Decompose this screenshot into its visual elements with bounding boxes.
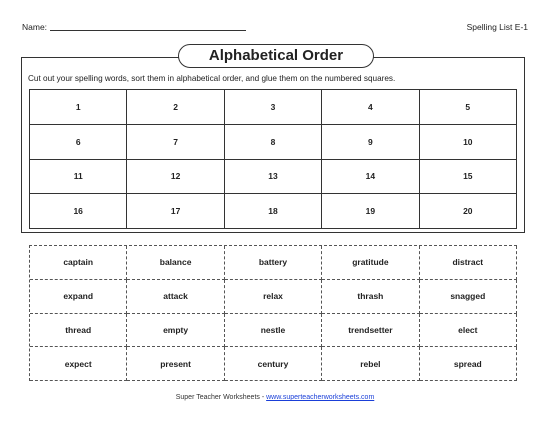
numbered-square: 2: [127, 90, 224, 125]
word-card: spread: [420, 347, 517, 381]
numbered-square: 17: [127, 194, 224, 229]
word-card: empty: [127, 314, 224, 348]
worksheet-title: Alphabetical Order: [178, 44, 374, 68]
numbered-square: 9: [322, 125, 419, 160]
name-label: Name:: [22, 22, 48, 32]
name-line[interactable]: [50, 22, 246, 31]
word-card: rebel: [322, 347, 419, 381]
spelling-list-id: Spelling List E-1: [466, 22, 528, 32]
numbered-square: 13: [225, 160, 322, 195]
word-card: balance: [127, 246, 224, 280]
word-card: attack: [127, 280, 224, 314]
numbered-square: 1: [30, 90, 127, 125]
word-card: thread: [30, 314, 127, 348]
instructions: Cut out your spelling words, sort them in alphabetical order, and glue them on the numbered squares.: [28, 74, 396, 83]
numbered-square: 5: [420, 90, 517, 125]
numbered-square: 7: [127, 125, 224, 160]
word-card: nestle: [225, 314, 322, 348]
footer: [0, 394, 550, 401]
numbered-square: 8: [225, 125, 322, 160]
numbered-square: 20: [420, 194, 517, 229]
word-card: snagged: [420, 280, 517, 314]
word-card: expect: [30, 347, 127, 381]
numbered-square: 10: [420, 125, 517, 160]
word-card: trendsetter: [322, 314, 419, 348]
numbered-square: 6: [30, 125, 127, 160]
word-card: relax: [225, 280, 322, 314]
word-card: present: [127, 347, 224, 381]
numbered-square: 18: [225, 194, 322, 229]
numbered-square: 4: [322, 90, 419, 125]
word-card: elect: [420, 314, 517, 348]
numbered-square: 19: [322, 194, 419, 229]
numbered-square: 14: [322, 160, 419, 195]
footer-link[interactable]: www.superteacherworksheets.com: [266, 394, 375, 401]
word-card: expand: [30, 280, 127, 314]
numbered-square: 15: [420, 160, 517, 195]
numbered-square: 16: [30, 194, 127, 229]
numbered-square: 12: [127, 160, 224, 195]
numbered-square: 11: [30, 160, 127, 195]
numbered-square: 3: [225, 90, 322, 125]
numbered-squares-grid: [29, 89, 517, 229]
cutout-words-grid: [29, 245, 517, 381]
word-card: battery: [225, 246, 322, 280]
word-card: century: [225, 347, 322, 381]
word-card: captain: [30, 246, 127, 280]
name-field: [22, 22, 246, 32]
word-card: thrash: [322, 280, 419, 314]
footer-text: Super Teacher Worksheets -: [175, 394, 267, 401]
word-card: gratitude: [322, 246, 419, 280]
word-card: distract: [420, 246, 517, 280]
